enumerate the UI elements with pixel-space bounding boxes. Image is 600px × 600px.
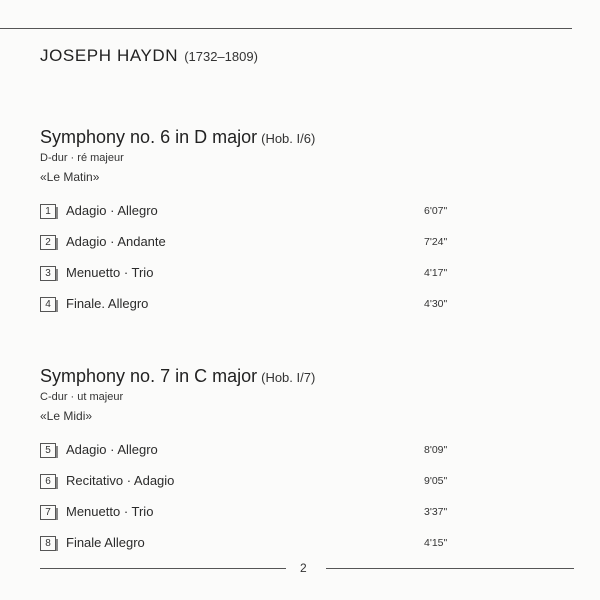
track-row	[40, 203, 460, 221]
track-row	[40, 442, 460, 460]
track-duration: 4'15"	[424, 537, 448, 549]
track-title: Menuetto · Trio	[66, 265, 154, 280]
symphony-7-section	[40, 366, 560, 550]
track-row	[40, 504, 460, 522]
symphony-nickname: «Le Matin»	[40, 170, 100, 184]
symphony-name: Symphony no. 7 in C major	[40, 366, 258, 386]
key-translations: D-dur · ré majeur	[40, 152, 124, 164]
track-duration: 4'30"	[424, 298, 448, 310]
track-title: Finale. Allegro	[66, 296, 149, 311]
top-rule	[0, 28, 572, 29]
symphony-nickname: «Le Midi»	[40, 409, 93, 423]
composer-heading	[40, 46, 258, 66]
track-row	[40, 234, 460, 252]
composer-name: JOSEPH HAYDN	[40, 46, 179, 65]
track-duration: 4'17"	[424, 267, 448, 279]
track-row	[40, 535, 460, 553]
track-number: 8	[40, 536, 56, 551]
footer-rule-left	[40, 568, 286, 569]
symphony-name: Symphony no. 6 in D major	[40, 127, 258, 147]
symphony-6-section	[40, 127, 560, 311]
track-title: Adagio · Allegro	[66, 203, 158, 218]
composer-dates: (1732–1809)	[184, 49, 258, 64]
track-number: 7	[40, 505, 56, 520]
track-duration: 7'24"	[424, 236, 448, 248]
track-title: Menuetto · Trio	[66, 504, 154, 519]
track-duration: 3'37"	[424, 506, 448, 518]
footer-rule-right	[326, 568, 574, 569]
symphony-title	[40, 127, 560, 148]
symphony-title	[40, 366, 560, 387]
page-number: 2	[300, 561, 307, 575]
track-duration: 9'05"	[424, 475, 448, 487]
track-number: 2	[40, 235, 56, 250]
track-duration: 6'07"	[424, 205, 448, 217]
track-number: 5	[40, 443, 56, 458]
track-number: 1	[40, 204, 56, 219]
track-title: Adagio · Allegro	[66, 442, 158, 457]
track-title: Finale Allegro	[66, 535, 145, 550]
track-title: Adagio · Andante	[66, 234, 166, 249]
track-row	[40, 296, 460, 314]
track-number: 4	[40, 297, 56, 312]
track-row	[40, 265, 460, 283]
track-duration: 8'09"	[424, 444, 448, 456]
track-number: 6	[40, 474, 56, 489]
track-number: 3	[40, 266, 56, 281]
track-row	[40, 473, 460, 491]
track-title: Recitativo · Adagio	[66, 473, 175, 488]
key-translations: C-dur · ut majeur	[40, 391, 124, 403]
hoboken-number: (Hob. I/6)	[261, 131, 316, 146]
hoboken-number: (Hob. I/7)	[261, 370, 316, 385]
